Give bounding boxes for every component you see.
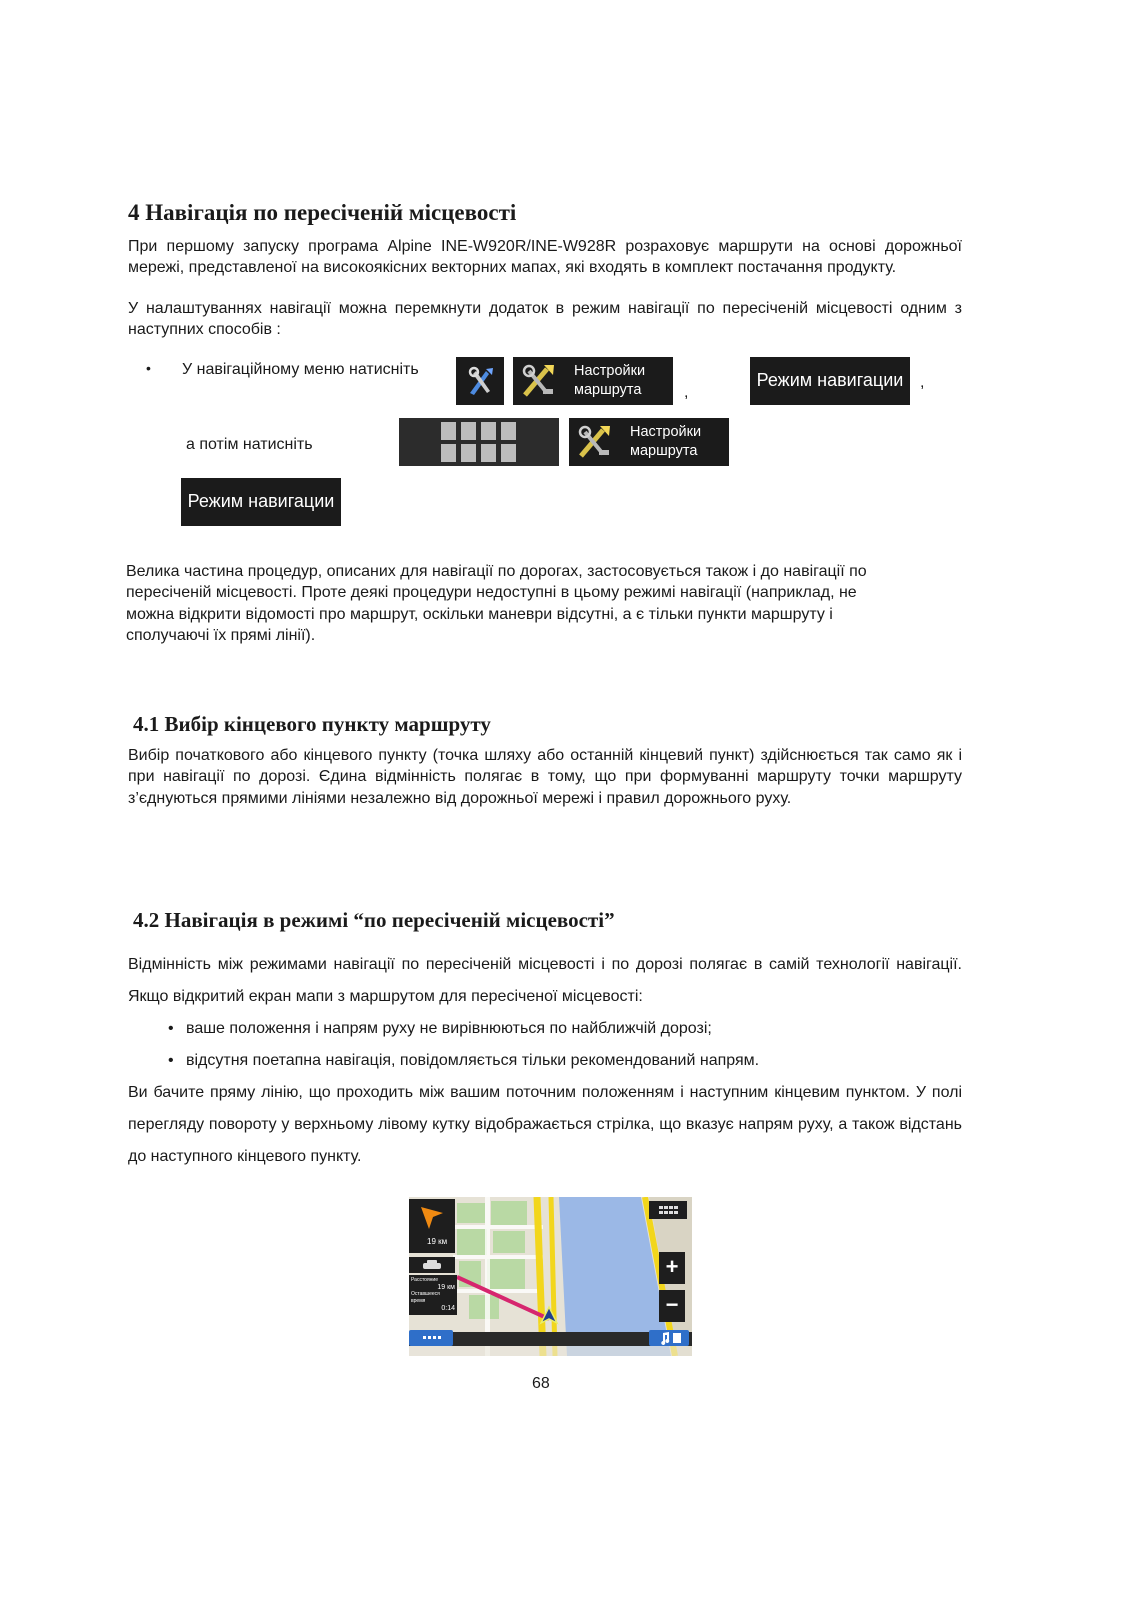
grid-icon bbox=[399, 418, 559, 466]
direction-arrow-icon bbox=[417, 1203, 447, 1233]
step-1-text: У навігаційному меню натисніть bbox=[182, 361, 419, 378]
section-4-para-1: При першому запуску програма Alpine INE-W920R/INE-W928R розраховує маршрути на основі дорожньої мережі, представленої на високоякісних векторних мапах, які входять в комплект постачання продукту. bbox=[128, 238, 962, 277]
section-4-2-para-1: Відмінність між режимами навігації по пересіченій місцевості і по дорозі полягає в самій технології навігації. Якщо відкритий екран мапи з маршрутом для пересіченої місцевості: bbox=[128, 956, 962, 1005]
music-note-icon bbox=[649, 1330, 689, 1346]
map-menu-button[interactable] bbox=[649, 1201, 687, 1219]
route-settings-label-2: маршрута bbox=[574, 382, 642, 398]
map-screenshot bbox=[409, 1197, 692, 1356]
comma-separator-2: , bbox=[920, 374, 925, 391]
list-item: • ваше положення і напрям руху не вирівнюються по найближчій дорозі; bbox=[168, 1013, 958, 1045]
menu-dots-icon bbox=[409, 1330, 453, 1346]
grid-icon bbox=[649, 1201, 687, 1219]
section-4-para-2: У налаштуваннях навігації можна перемкнути додаток в режим навігації по пересіченій місцевості одним з наступних способів : bbox=[128, 300, 962, 339]
menu-grid-button[interactable] bbox=[399, 418, 559, 466]
route-settings-icon bbox=[573, 420, 619, 464]
route-settings-label-1: Настройки bbox=[630, 424, 702, 440]
route-settings-button[interactable] bbox=[513, 357, 673, 405]
section-4-title: 4 Навігація по пересіченій місцевості bbox=[128, 200, 517, 225]
bullet-dot: • bbox=[146, 360, 151, 376]
zoom-out-button[interactable]: − bbox=[659, 1290, 685, 1322]
section-4-para-3: Велика частина процедур, описаних для навігації по дорогах, застосовується також і до навігації по пересіченій місцевості. Проте деякі процедури недоступні в цьому режимі навігації (наприклад, не можна відкрити відомості про маршрут, оскільки маневри відсутні, а є тільки пункти маршруту і сполучаючі їх прямі лінії). bbox=[126, 563, 867, 644]
navigation-menu-button[interactable] bbox=[456, 357, 504, 405]
keyboard-button[interactable] bbox=[409, 1330, 453, 1346]
turn-distance: 19 км bbox=[427, 1237, 448, 1246]
trip-info-panel[interactable] bbox=[409, 1275, 457, 1315]
turn-preview-panel[interactable] bbox=[409, 1199, 455, 1253]
section-4-1-para: Вибір початкового або кінцевого пункту (точка шляху або останній кінцевий пункт) здійснюється так само як і при навігації по дорозі. Єдина відмінність полягає в тому, що при формуванні маршруту точки маршруту з’єднуються прямими лініями незалежно від дорожньої мережі і правил дорожнього руху. bbox=[128, 747, 962, 807]
step-2-text: а потім натисніть bbox=[186, 436, 313, 453]
section-4-2-bullets bbox=[168, 1013, 958, 1077]
navigation-mode-button-2[interactable]: Режим навигации bbox=[181, 478, 341, 526]
zoom-in-button[interactable]: + bbox=[659, 1252, 685, 1284]
comma-separator: , bbox=[684, 384, 689, 401]
info-value-time: 0:14 bbox=[441, 1305, 455, 1312]
info-label-distance: Расстояние bbox=[411, 1277, 439, 1283]
info-value-distance: 19 км bbox=[437, 1284, 455, 1291]
section-4-2-para-2: Ви бачите пряму лінію, що проходить між вашим поточним положенням і наступним кінцевим пунктом. У полі перегляду повороту у верхньому лівому кутку відображається стрілка, що вказує напрям руху, а також відстань до наступного кінцевого пункту. bbox=[128, 1084, 962, 1165]
media-button[interactable] bbox=[649, 1330, 689, 1346]
route-settings-icon bbox=[517, 359, 563, 403]
navigation-mode-button[interactable]: Режим навигации bbox=[750, 357, 910, 405]
page-number: 68 bbox=[532, 1375, 550, 1392]
tools-icon bbox=[456, 357, 504, 405]
route-settings-button-2[interactable] bbox=[569, 418, 729, 466]
section-4-2-title: 4.2 Навігація в режимі “по пересіченій місцевості” bbox=[133, 908, 615, 932]
traffic-panel[interactable] bbox=[409, 1257, 455, 1273]
route-settings-label-2: маршрута bbox=[630, 443, 698, 459]
info-label-time: Оставшееся время bbox=[411, 1291, 440, 1304]
car-icon bbox=[421, 1259, 443, 1271]
list-item: • відсутня поетапна навігація, повідомляється тільки рекомендований напрям. bbox=[168, 1045, 958, 1077]
route-settings-label-1: Настройки bbox=[574, 363, 646, 379]
section-4-1-title: 4.1 Вибір кінцевого пункту маршруту bbox=[133, 712, 491, 736]
